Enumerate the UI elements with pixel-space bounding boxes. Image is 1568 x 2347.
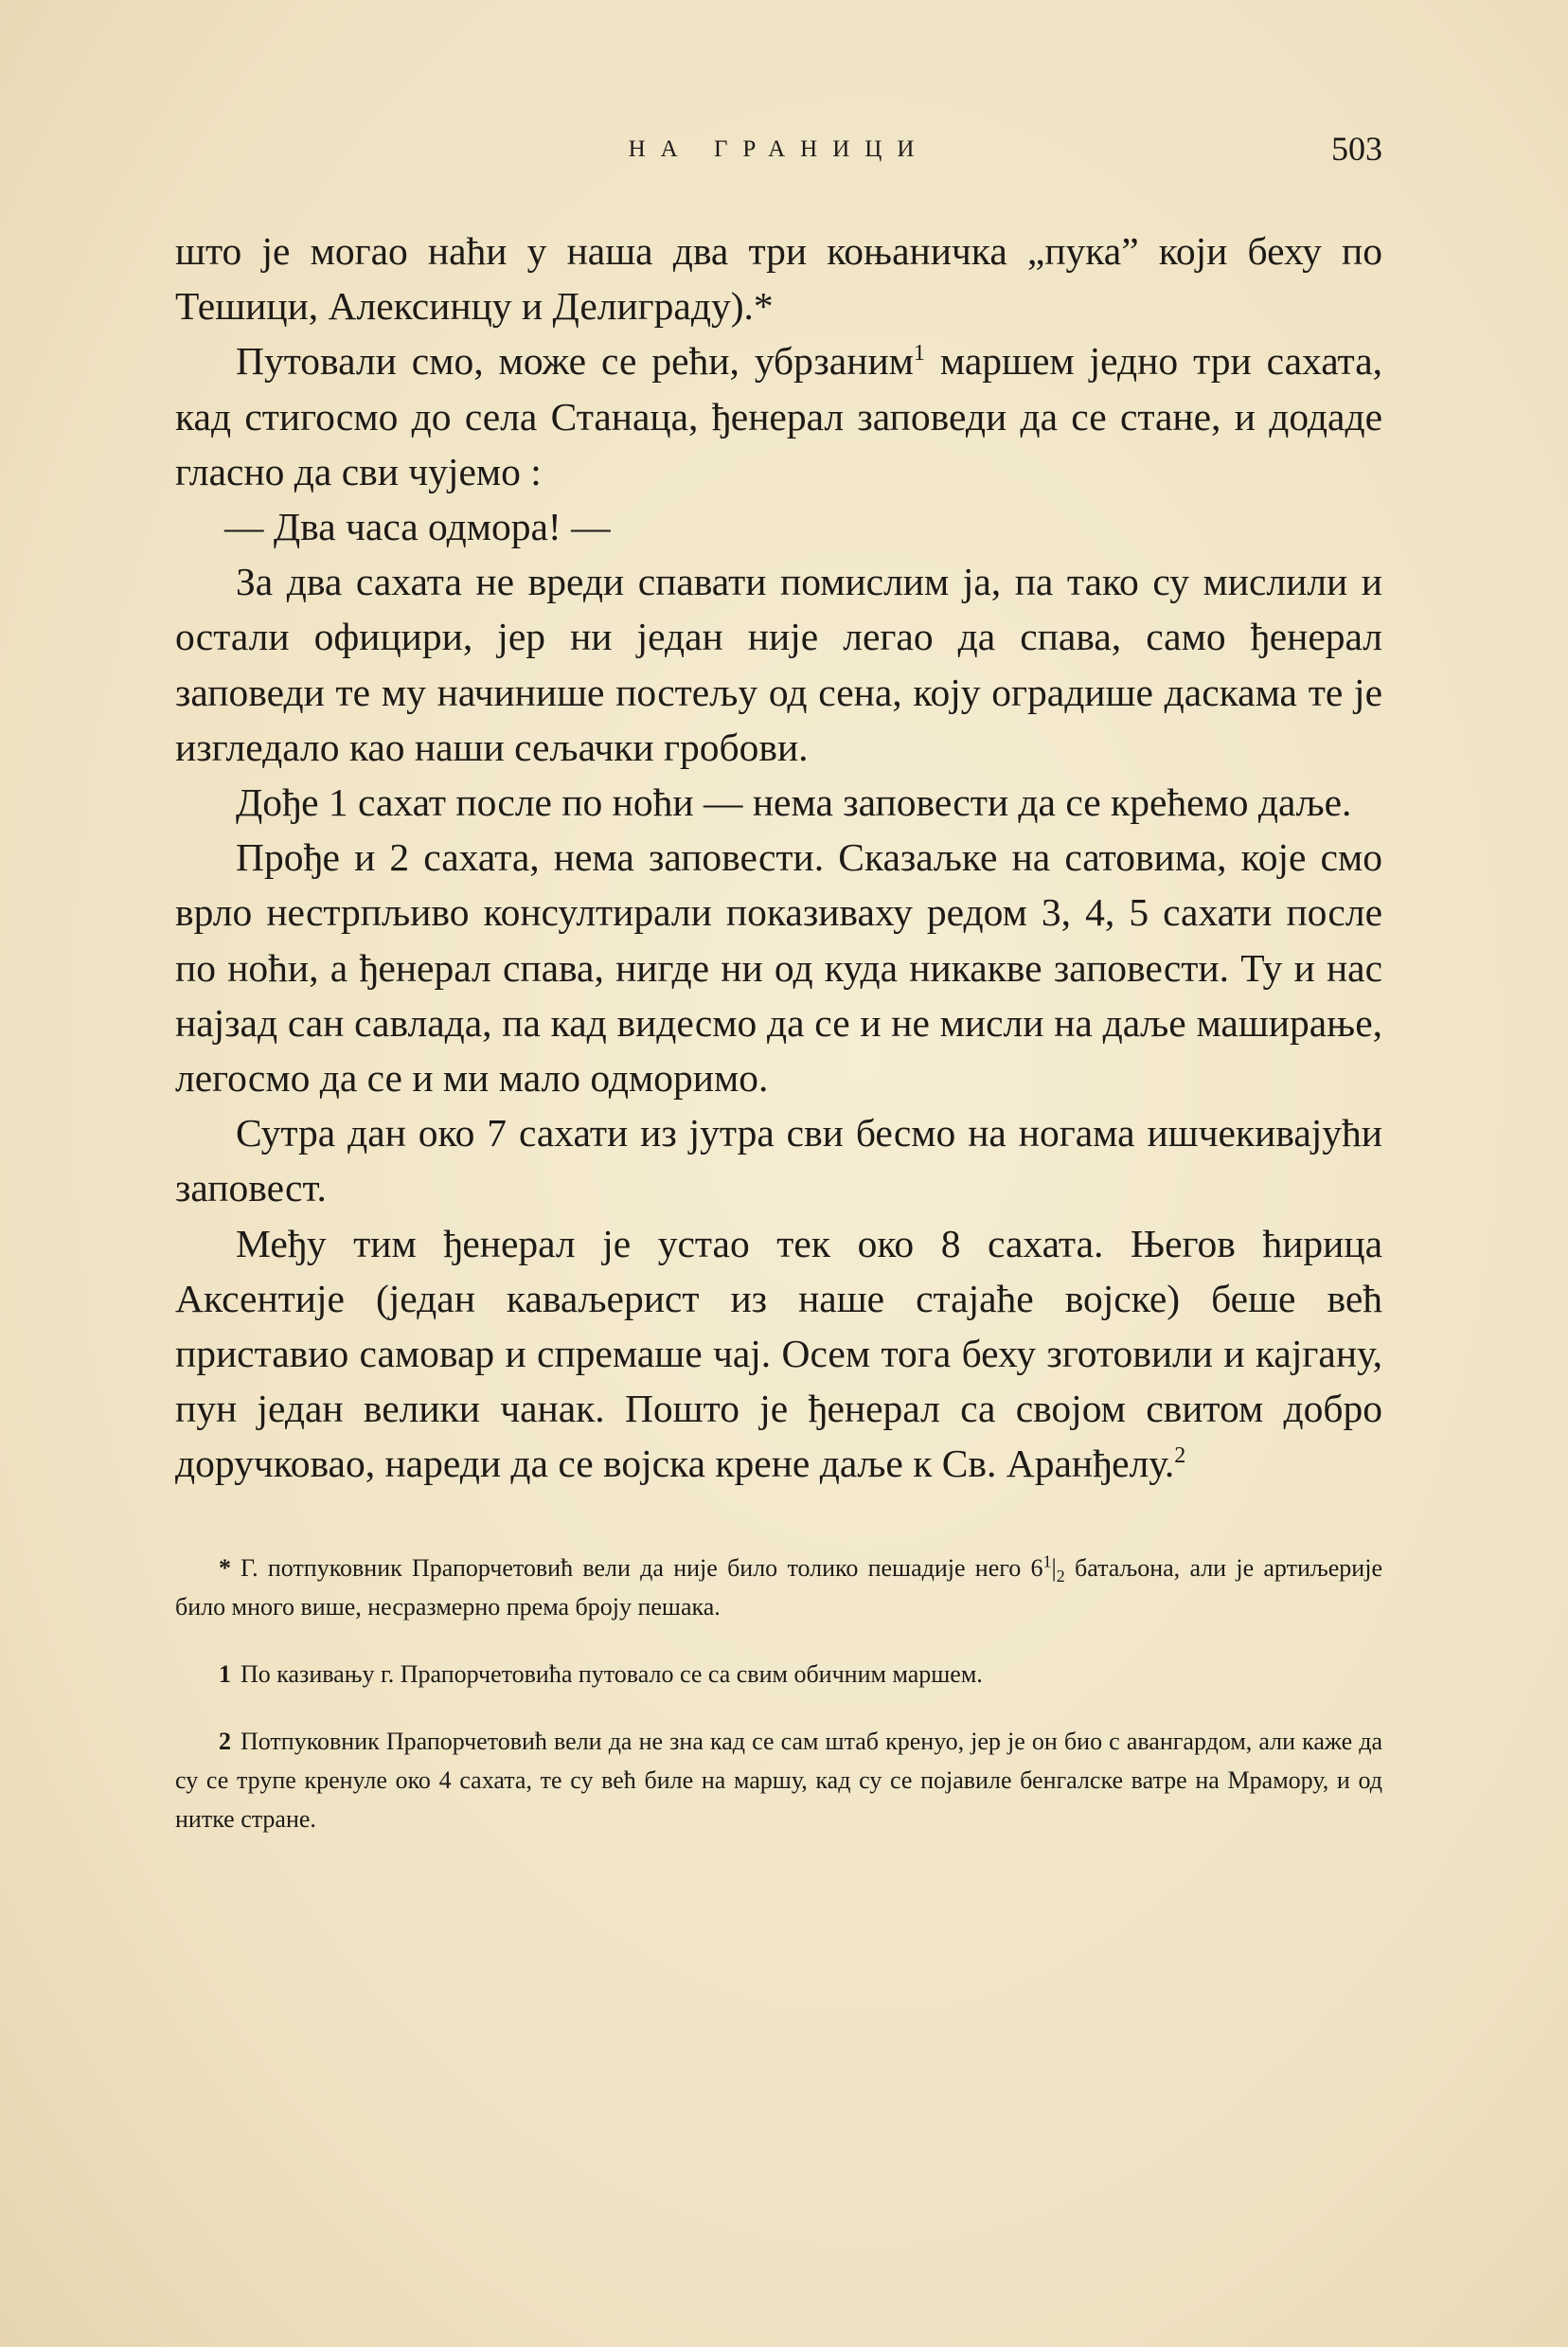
fraction-sep: |	[1051, 1553, 1057, 1582]
paragraph-2	[175, 333, 1382, 499]
paragraph-3: — Два часа одмора! —	[224, 505, 611, 549]
paragraph-2-text-b: маршем једно три сахата, кад стигосмо до села Станаца, ђенерал заповеди да се стане, и додаде гласно да сви чујемо :	[175, 339, 1382, 493]
footnote-ref-2: 2	[1174, 1443, 1186, 1469]
footnote-star-marker: *	[219, 1553, 231, 1582]
footnote-2	[175, 1722, 1382, 1838]
paragraph-7: Сутра дан око 7 сахати из јутра сви бесмо на ногама ишчекивајући заповест.	[175, 1111, 1382, 1210]
page-number: 503	[1331, 130, 1382, 168]
paragraph-8	[175, 1216, 1382, 1492]
main-text	[175, 224, 1382, 1492]
footnote-star-text-b: батаљона, али је артиљерије било много више, несразмерно према броју пешака.	[175, 1553, 1382, 1621]
footnote-star	[175, 1549, 1382, 1626]
fraction-top: 1	[1042, 1551, 1052, 1571]
paragraph-5: Дође 1 сахат после по ноћи — нема заповести да се крећемо даље.	[236, 780, 1352, 825]
paragraph-1: што је могао наћи у наша два три коњаничка „пука” који беху по Тешици, Алексинцу и Делиграду).*	[175, 229, 1382, 329]
footnote-1-marker: 1	[219, 1659, 231, 1688]
paragraph-6: Прође и 2 сахата, нема заповести. Сказаљке на сатовима, које смо врло нестрпљиво консултирали показиваху редом 3, 4, 5 сахати после по ноћи, а ђенерал спава, нигде ни од куда никакве заповести. Ту и нас најзад сан савлада, па кад видесмо да се и не мисли на даље маширање, легосмо да се и ми мало одморимо.	[175, 835, 1382, 1101]
footnote-2-marker: 2	[219, 1727, 231, 1755]
paragraph-8-text: Међу тим ђенерал је устао тек око 8 сахата. Његов ћирица Аксентије (један каваљерист из наше стајаће војске) беше већ приставио самовар и спремаше чај. Осем тога беху зготовили и кајгану, пун један велики чанак. Пошто је ђенерал са својом свитом добро доручковао, нареди да се војска крене даље к Св. Аранђелу.	[175, 1221, 1382, 1486]
footnote-1-text: По казивању г. Прапорчетовића путовало се са свим обичним маршем.	[241, 1659, 983, 1688]
footnote-2-text: Потпуковник Прапорчетовић вели да не зна кад се сам штаб кренуо, јер је он био с авангардом, али каже да су се трупе кренуле око 4 сахата, те су већ биле на маршу, кад су се појавиле бенгалске ватре на Мрамору, и од нитке стране.	[175, 1727, 1382, 1833]
paragraph-4: За два сахата не вреди спавати помислим ја, па тако су мислили и остали официри, јер ни један није легао да спава, само ђенерал заповеди те му начинише постељу од сена, коју оградише даскама те је изгледало као наши сељачки гробови.	[175, 560, 1382, 769]
fraction-bottom: 2	[1056, 1566, 1065, 1586]
book-page	[175, 123, 1382, 2283]
paragraph-2-text-a: Путовали смо, може се рећи, убрзаним	[236, 339, 914, 384]
running-title: НА ГРАНИЦИ	[628, 136, 930, 162]
footnote-1	[175, 1655, 1382, 1693]
footnote-star-text-a: Г. потпуковник Прапорчетовић вели да није било толико пешадије него 6	[241, 1553, 1043, 1582]
footnotes	[175, 1549, 1382, 1838]
page-header	[175, 123, 1382, 189]
footnote-ref-1: 1	[913, 341, 925, 367]
